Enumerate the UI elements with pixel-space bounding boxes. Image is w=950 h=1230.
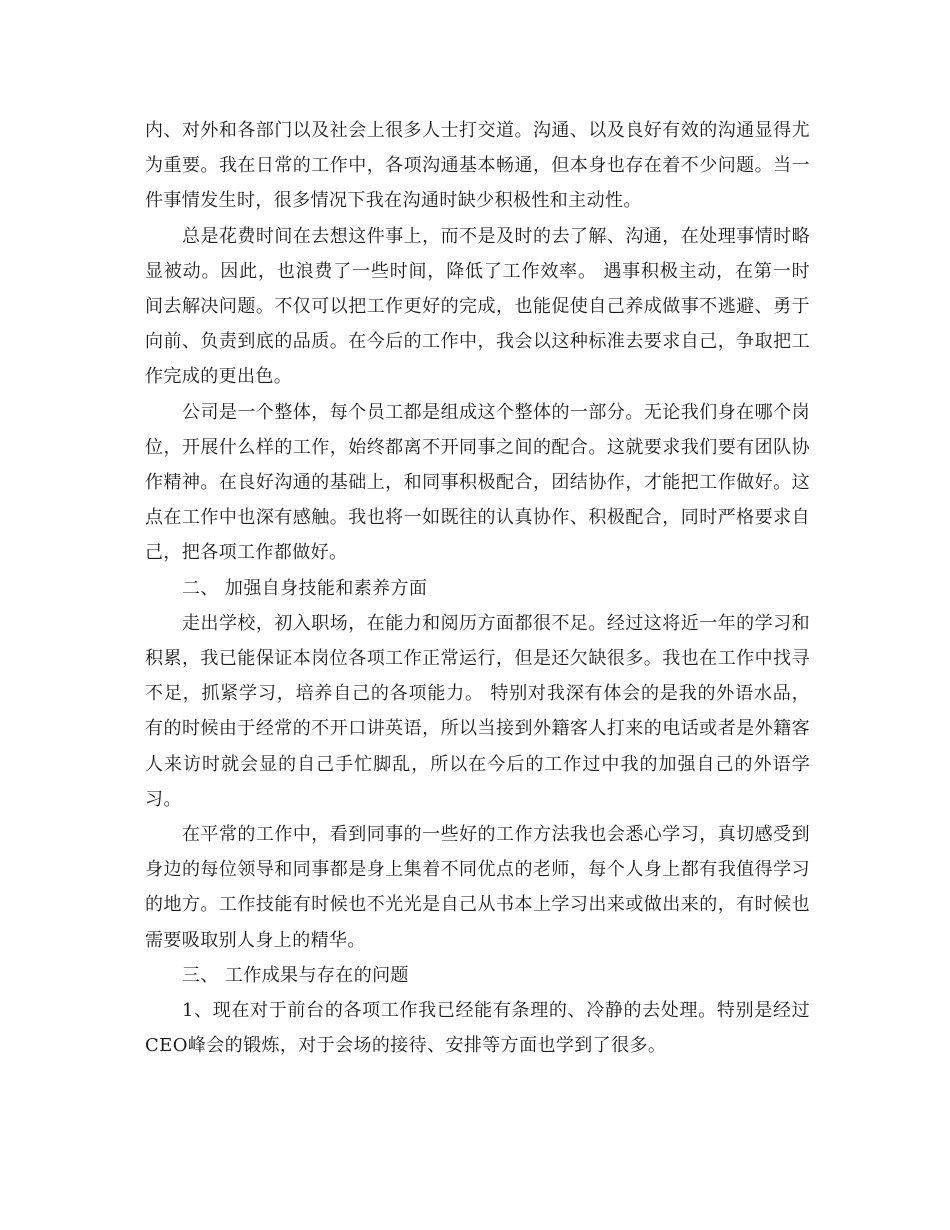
- document-body: [145, 113, 810, 1063]
- section-heading-results: 三、 工作成果与存在的问题: [182, 964, 409, 986]
- paragraph-learning: 走出学校，初入职场，在能力和阅历方面都很不足。经过这将近一年的学习和积累，我已能保证本岗位各项工作正常运行，但是还欠缺很多。我也在工作中找寻不足，抓紧学习，培养自己的各项能力。 特别对我深有体会的是我的外语水品，有的时候由于经常的不开口讲英语，所以当接到外籍客人打来的电话或者是外籍客人来访时就会显的自己手忙脚乱，所以在今后的工作过中我的加强自己的外语学习。: [145, 612, 810, 810]
- paragraph-teamwork: 公司是一个整体，每个员工都是组成这个整体的一部分。无论我们身在哪个岗位，开展什么样的工作，始终都离不开同事之间的配合。这就要求我们要有团队协作精神。在良好沟通的基础上，和同事积极配合，团结协作，才能把工作做好。这点在工作中也深有感触。我也将一如既往的认真协作、积极配合，同时严格要求自己，把各项工作都做好。: [145, 401, 810, 564]
- paragraph-communication-continued: 内、对外和各部门以及社会上很多人士打交道。沟通、以及良好有效的沟通显得尤为重要。我在日常的工作中，各项沟通基本畅通，但本身也存在着不少问题。当一件事情发生时，很多情况下我在沟通时缺少积极性和主动性。: [145, 120, 810, 212]
- paragraph-initiative: 总是花费时间在去想这件事上，而不是及时的去了解、沟通，在处理事情时略显被动。因此，也浪费了一些时间，降低了工作效率。 遇事积极主动，在第一时间去解决问题。不仅可以把工作更好的完成，也能促使自己养成做事不逃避、勇于向前、负责到底的品质。在今后的工作中，我会以这种标准去要求自己，争取把工作完成的更出色。: [145, 225, 810, 388]
- section-heading-skills: 二、 加强自身技能和素养方面: [182, 577, 428, 599]
- paragraph-colleagues: 在平常的工作中，看到同事的一些好的工作方法我也会悉心学习，真切感受到身边的每位领导和同事都是身上集着不同优点的老师，每个人身上都有我值得学习的地方。工作技能有时候也不光光是自己从书本上学习出来或做出来的，有时候也需要吸取别人身上的精华。: [145, 824, 810, 951]
- paragraph-front-desk: 1、现在对于前台的各项工作我已经能有条理的、冷静的去处理。特别是经过CEO峰会的锻炼，对于会场的接待、安排等方面也学到了很多。: [145, 1000, 810, 1057]
